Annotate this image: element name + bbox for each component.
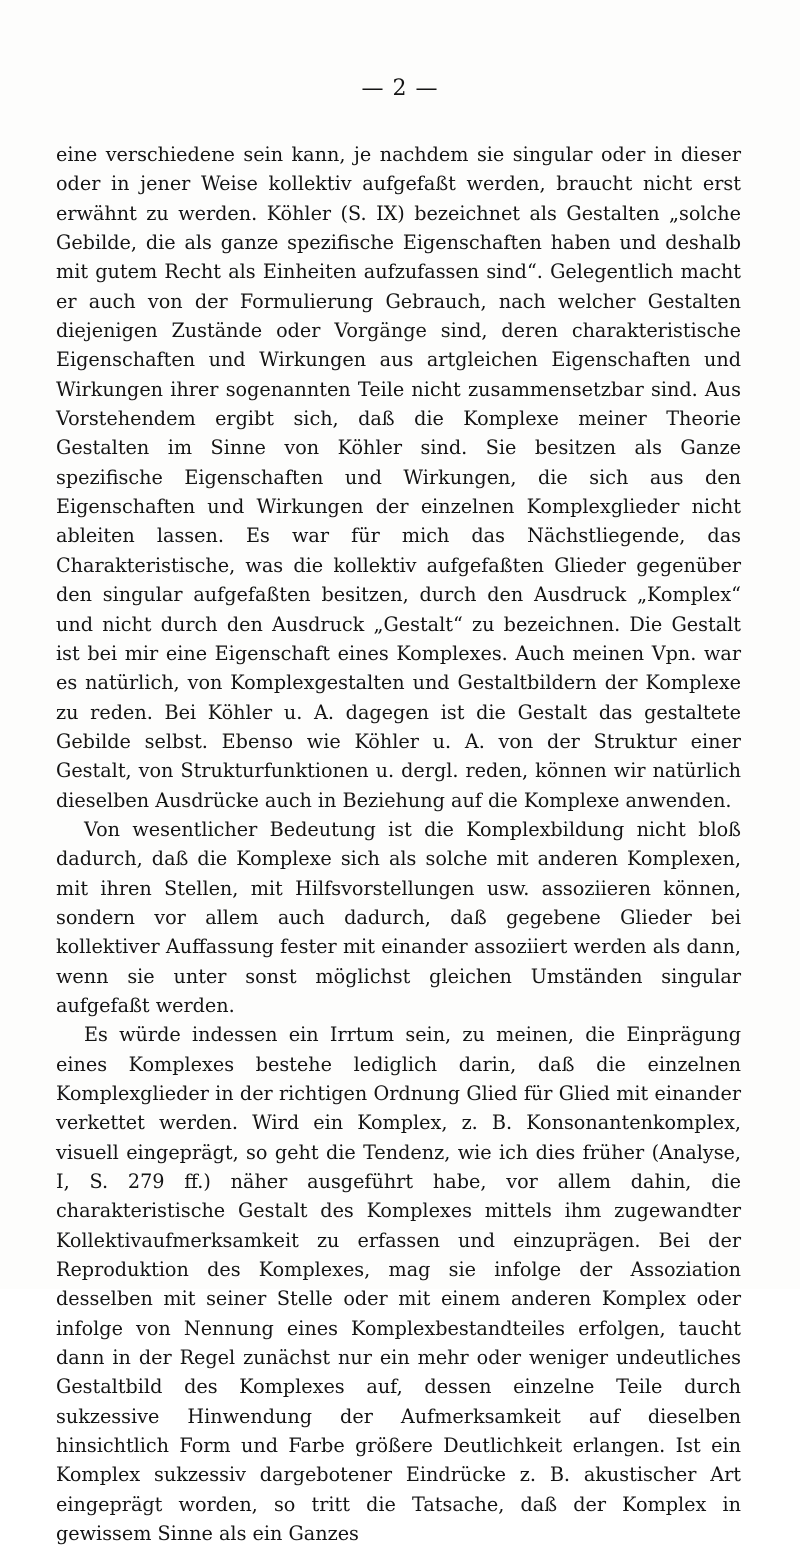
page-number: — 2 — [361,76,439,101]
paragraph-3: Es würde indessen ein Irrtum sein, zu meinen, die Einprägung eines Komplexes bestehe lediglich darin, daß die einzelnen Komplexglieder in der richtigen Ordnung Glied für Glied mit einander verkettet werden. Wird ein Komplex, z. B. Konsonantenkomplex, visuell eingeprägt, so geht die Tendenz, wie ich dies früher (Analyse, I, S. 279 ff.) näher ausgeführt habe, vor allem dahin, die charakteristische Gestalt des Komplexes mittels ihm zugewandter Kollektivaufmerksamkeit zu erfassen und einzuprägen. Bei der Reproduktion des Komplexes, mag sie infolge der Assoziation desselben mit seiner Stelle oder mit einem anderen Komplex oder infolge von Nennung eines Komplexbestandteiles erfolgen, taucht dann in der Regel zunächst nur ein mehr oder weniger undeutliches Gestaltbild des Komplexes auf, dessen einzelne Teile durch sukzessive Hinwendung der Aufmerksamkeit auf dieselben hinsichtlich Form und Farbe größere Deutlichkeit erlangen. Ist ein Komplex sukzessiv dargebotener Eindrücke z. B. akustischer Art eingeprägt worden, so tritt die Tatsache, daß der Komplex in gewissem Sinne als ein Ganzes [56,1023,741,1546]
body-text [56,140,741,1549]
paragraph-2: Von wesentlicher Bedeutung ist die Komplexbildung nicht bloß dadurch, daß die Komplexe sich als solche mit anderen Komplexen, mit ihren Stellen, mit Hilfsvorstellungen usw. assoziieren können, sondern vor allem auch dadurch, daß gegebene Glieder bei kollektiver Auffassung fester mit einander assoziiert werden als dann, wenn sie unter sonst möglichst gleichen Umständen singular aufgefaßt werden. [56,817,741,1017]
paragraph-1: eine verschiedene sein kann, je nachdem sie singular oder in dieser oder in jener Weise kollektiv aufgefaßt werden, braucht nicht erst erwähnt zu werden. Köhler (S. IX) bezeichnet als Gestalten „solche Gebilde, die als ganze spezifische Eigenschaften haben und deshalb mit gutem Recht als Einheiten aufzufassen sind“. Gelegentlich macht er auch von der Formulierung Gebrauch, nach welcher Gestalten diejenigen Zustände oder Vorgänge sind, deren charakteristische Eigenschaften und Wirkungen aus artgleichen Eigenschaften und Wirkungen ihrer sogenannten Teile nicht zusammensetzbar sind. Aus Vorstehendem ergibt sich, daß die Komplexe meiner Theorie Gestalten im Sinne von Köhler sind. Sie besitzen als Ganze spezifische Eigenschaften und Wirkungen, die sich aus den Eigenschaften und Wirkungen der einzelnen Komplexglieder nicht ableiten lassen. Es war für mich das Nächstliegende, das Charakteristische, was die kollektiv aufgefaßten Glieder gegenüber den singular aufgefaßten besitzen, durch den Ausdruck „Komplex“ und nicht durch den Ausdruck „Gestalt“ zu bezeichnen. Die Gestalt ist bei mir eine Eigenschaft eines Komplexes. Auch meinen Vpn. war es natürlich, von Komplexgestalten und Gestaltbildern der Komplexe zu reden. Bei Köhler u. A. dagegen ist die Gestalt das gestaltete Gebilde selbst. Ebenso wie Köhler u. A. von der Struktur einer Gestalt, von Strukturfunktionen u. dergl. reden, können wir natürlich dieselben Ausdrücke auch in Beziehung auf die Komplexe anwenden. [56,143,741,812]
